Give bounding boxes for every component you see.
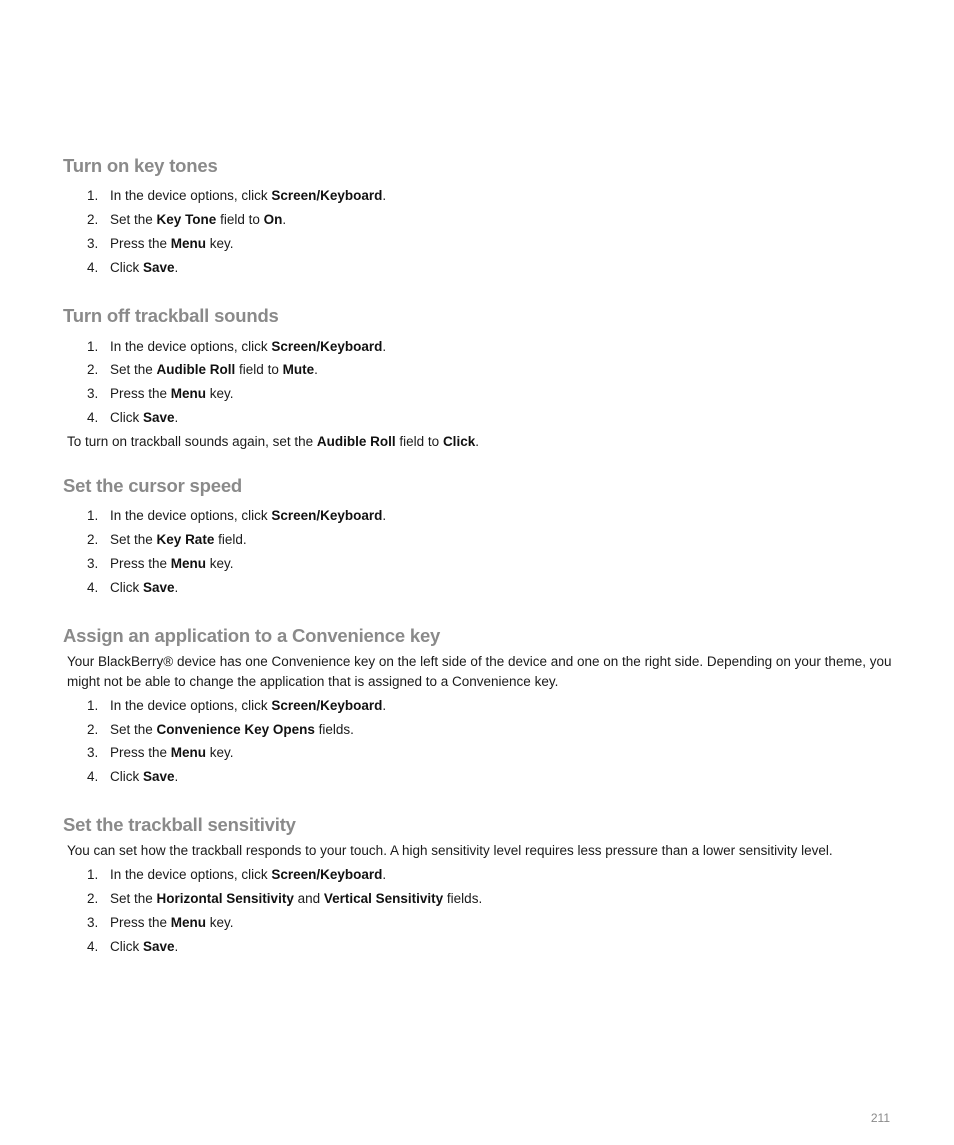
step-number: 1. (87, 867, 99, 882)
step-number: 3. (87, 556, 99, 571)
step-text: In the device options, click Screen/Keyboard. (110, 508, 387, 523)
step-text: Press the Menu key. (110, 745, 234, 760)
step-text: Set the Key Tone field to On. (110, 212, 287, 227)
step-number: 2. (87, 212, 99, 227)
step-number: 2. (87, 722, 99, 737)
step-text: Click Save. (110, 260, 179, 275)
step-number: 2. (87, 362, 99, 377)
step-text: Press the Menu key. (110, 556, 234, 571)
step-text: Click Save. (110, 769, 179, 784)
step-number: 3. (87, 386, 99, 401)
section-heading-cursor-speed: Set the cursor speed (63, 475, 243, 496)
step-number: 4. (87, 410, 99, 425)
ui-term: Convenience Key Opens (156, 722, 315, 737)
step-text: Set the Key Rate field. (110, 532, 247, 547)
step-text: Set the Convenience Key Opens fields. (110, 722, 354, 737)
convenience-key-intro: Your BlackBerry® device has one Convenience key on the left side of the device and one on the right side. Depending on your theme, you might not be able to change the application that is assigned to a Convenience key. (67, 654, 892, 689)
step-number: 4. (87, 769, 99, 784)
ui-term: Click (442, 434, 476, 449)
section-heading-key-tones: Turn on key tones (63, 155, 218, 176)
step-text: Click Save. (110, 939, 179, 954)
step-number: 1. (87, 698, 99, 713)
ui-term: Save (143, 939, 175, 954)
ui-term: Horizontal Sensitivity (156, 891, 294, 906)
ui-term: Save (143, 410, 175, 425)
step-number: 3. (87, 745, 99, 760)
step-number: 4. (87, 939, 99, 954)
step-number: 1. (87, 188, 99, 203)
step-text: In the device options, click Screen/Keyboard. (110, 339, 387, 354)
page-number: 211 (870, 1111, 890, 1125)
step-text: In the device options, click Screen/Keyboard. (110, 188, 387, 203)
ui-term: Screen/Keyboard (271, 508, 383, 523)
trackball-sounds-note: To turn on trackball sounds again, set the Audible Roll field to Click. (67, 434, 479, 449)
section-heading-trackball-sensitivity: Set the trackball sensitivity (63, 814, 296, 835)
ui-term: Save (143, 580, 175, 595)
step-text: Set the Audible Roll field to Mute. (110, 362, 318, 377)
step-text: Set the Horizontal Sensitivity and Vertical Sensitivity fields. (110, 891, 483, 906)
step-number: 1. (87, 339, 99, 354)
ui-term: Screen/Keyboard (271, 867, 383, 882)
step-number: 1. (87, 508, 99, 523)
step-text: In the device options, click Screen/Keyboard. (110, 698, 387, 713)
step-number: 3. (87, 236, 99, 251)
ui-term: Key Tone (156, 212, 217, 227)
step-number: 2. (87, 532, 99, 547)
ui-term: Mute (282, 362, 315, 377)
step-number: 4. (87, 260, 99, 275)
ui-term: Audible Roll (316, 434, 396, 449)
ui-term: Menu (170, 386, 207, 401)
step-text: In the device options, click Screen/Keyboard. (110, 867, 387, 882)
ui-term: Screen/Keyboard (271, 339, 383, 354)
ui-term: Save (143, 769, 175, 784)
step-text: Press the Menu key. (110, 236, 234, 251)
step-number: 3. (87, 915, 99, 930)
ui-term: Menu (170, 556, 207, 571)
ui-term: Menu (170, 915, 207, 930)
step-text: Click Save. (110, 580, 179, 595)
step-text: Press the Menu key. (110, 386, 234, 401)
ui-term: Screen/Keyboard (271, 698, 383, 713)
ui-term: Vertical Sensitivity (323, 891, 444, 906)
section-heading-trackball-sounds: Turn off trackball sounds (63, 305, 279, 326)
step-number: 4. (87, 580, 99, 595)
ui-term: Save (143, 260, 175, 275)
step-text: Click Save. (110, 410, 179, 425)
ui-term: Menu (170, 236, 207, 251)
section-heading-convenience-key: Assign an application to a Convenience key (63, 625, 441, 646)
trackball-sensitivity-intro: You can set how the trackball responds to your touch. A high sensitivity level requires less pressure than a lower sensitivity level. (67, 843, 833, 858)
ui-term: Audible Roll (156, 362, 236, 377)
ui-term: Key Rate (156, 532, 215, 547)
ui-term: Menu (170, 745, 207, 760)
step-number: 2. (87, 891, 99, 906)
step-text: Press the Menu key. (110, 915, 234, 930)
ui-term: Screen/Keyboard (271, 188, 383, 203)
ui-term: On (263, 212, 283, 227)
